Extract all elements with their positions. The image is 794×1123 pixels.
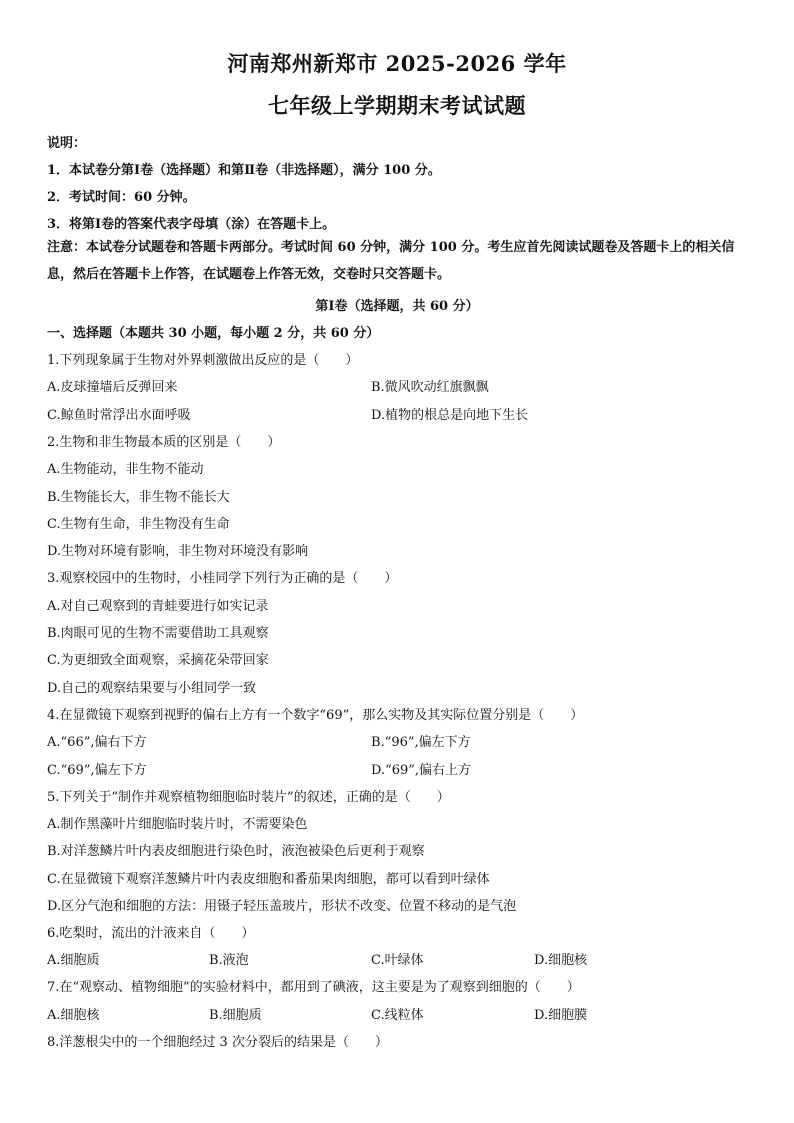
option-b: B.细胞质 [209,1008,262,1023]
option-c: C.在显微镜下观察洋葱鳞片叶内表皮细胞和番茄果肉细胞，都可以看到叶绿体 [47,872,490,887]
question-stem: 1.下列现象属于生物对外界刺激做出反应的是（ ） [47,353,359,368]
option-a: A.对自己观察到的青蛙要进行如实记录 [47,599,269,614]
instructions-label: 说明： [47,136,87,151]
option-a: A.细胞核 [47,1008,100,1023]
option-c: C.叶绿体 [371,953,424,968]
option-d: D.植物的根总是向地下生长 [371,408,529,423]
option-a: A.生物能动，非生物不能动 [47,462,204,477]
option-c: C.线粒体 [371,1008,424,1023]
part-title: 第Ⅰ卷（选择题，共 60 分） [315,299,479,314]
option-b: B.肉眼可见的生物不需要借助工具观察 [47,626,269,641]
option-c: C.鲸鱼时常浮出水面呼吸 [47,408,191,423]
option-b: B.液泡 [209,953,249,968]
question-stem: 6.吃梨时，流出的汁液来自（ ） [47,926,255,941]
question-stem: 4.在显微镜下观察到视野的偏右上方有一个数字“69”，那么实物及其实际位置分别是（ ） [47,708,584,723]
option-d: D.区分气泡和细胞的方法：用镊子轻压盖玻片，形状不改变、位置不移动的是气泡 [47,899,517,914]
option-c: C.为更细致全面观察，采摘花朵带回家 [47,653,269,668]
question-stem: 8.洋葱根尖中的一个细胞经过 3 次分裂后的结果是（ ） [47,1035,388,1050]
option-a: A.制作黑藻叶片细胞临时装片时，不需要染色 [47,817,308,832]
option-c: C.“69”,偏左下方 [47,763,147,778]
question-stem: 5.下列关于“制作并观察植物细胞临时装片”的叙述，正确的是（ ） [47,790,450,805]
option-b: B.生物能长大，非生物不能长大 [47,490,230,505]
instruction-item: 2．考试时间：60 分钟。 [47,190,196,205]
instruction-item: 1．本试卷分第Ⅰ卷（选择题）和第Ⅱ卷（非选择题），满分 100 分。 [47,163,441,178]
option-b: B.“96”,偏左下方 [371,735,471,750]
option-d: D.生物对环境有影响，非生物对环境没有影响 [47,544,309,559]
instruction-item: 3．将第Ⅰ卷的答案代表字母填（涂）在答题卡上。 [47,217,336,232]
option-c: C.生物有生命，非生物没有生命 [47,517,230,532]
option-a: A.细胞质 [47,953,100,968]
section-heading: 一、选择题（本题共 30 小题，每小题 2 分，共 60 分） [47,326,380,341]
option-b: B.微风吹动红旗飘飘 [371,380,489,395]
question-stem: 2.生物和非生物最本质的区别是（ ） [47,435,281,450]
notice-paragraph: 注意：本试卷分试题卷和答题卡两部分。考试时间 60 分钟，满分 100 分。考生应首先阅读试题卷及答题卡上的相关信息，然后在答题卡上作答，在试题卷上作答无效，交卷时只交答题卡。 [47,240,735,282]
option-d: D.自己的观察结果要与小组同学一致 [47,681,257,696]
question-stem: 7.在“观察动、植物细胞”的实验材料中，都用到了碘液，这主要是为了观察到细胞的（ ） [47,980,580,995]
option-d: D.细胞核 [534,953,588,968]
option-a: A.“66”,偏右下方 [47,735,147,750]
option-b: B.对洋葱鳞片叶内表皮细胞进行染色时，液泡被染色后更利于观察 [47,844,425,859]
question-stem: 3.观察校园中的生物时，小桂同学下列行为正确的是（ ） [47,571,398,586]
option-d: D.“69”,偏右上方 [371,763,472,778]
exam-subtitle: 七年级上学期期末考试试题 [268,93,526,118]
option-a: A.皮球撞墙后反弹回来 [47,380,178,395]
exam-title: 河南郑州新郑市 2025-2026 学年 [227,51,567,76]
option-d: D.细胞膜 [534,1008,588,1023]
